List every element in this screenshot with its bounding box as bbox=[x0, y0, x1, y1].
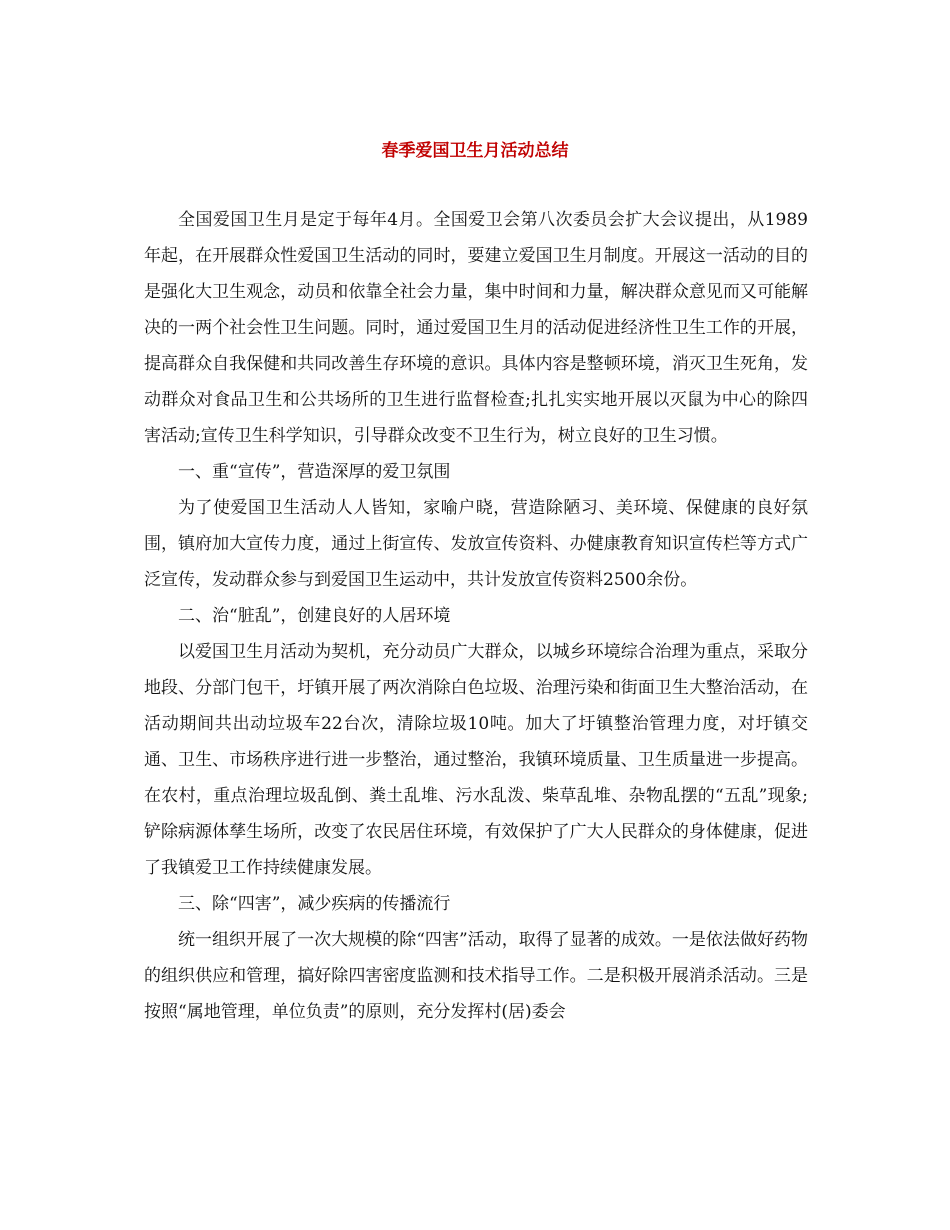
section-heading-3: 三、除“四害”，减少疾病的传播流行 bbox=[178, 894, 451, 914]
section-heading-1: 一、重“宣传”，营造深厚的爱卫氛围 bbox=[178, 462, 451, 482]
intro-paragraph: 全国爱国卫生月是定于每年4月。全国爱卫会第八次委员会扩大会议提出，从1989年起，在开展群众性爱国卫生活动的同时，要建立爱国卫生月制度。开展这一活动的目的是强化大卫生观念，动员和依靠全社会力量，集中时间和力量，解决群众意见而又可能解决的一两个社会性卫生问题。同时，通过爱国卫生月的活动促进经济性卫生工作的开展，提高群众自我保健和共同改善生存环境的意识。具体内容是整顿环境，消灭卫生死角，发动群众对食品卫生和公共场所的卫生进行监督检查;扎扎实实地开展以灭鼠为中心的除四害活动;宣传卫生科学知识，引导群众改变不卫生行为，树立良好的卫生习惯。 bbox=[144, 210, 808, 446]
section-paragraph-1: 为了使爱国卫生活动人人皆知，家喻户晓，营造除陋习、美环境、保健康的良好氛围，镇府加大宣传力度，通过上街宣传、发放宣传资料、办健康教育知识宣传栏等方式广泛宣传，发动群众参与到爱国卫生运动中，共计发放宣传资料2500余份。 bbox=[144, 498, 808, 590]
section-paragraph-3: 统一组织开展了一次大规模的除“四害”活动，取得了显著的成效。一是依法做好药物的组织供应和管理，搞好除四害密度监测和技术指导工作。二是积极开展消杀活动。三是按照“属地管理，单位负责”的原则，充分发挥村(居)委会 bbox=[144, 930, 808, 1022]
section-paragraph-2: 以爱国卫生月活动为契机，充分动员广大群众，以城乡环境综合治理为重点，采取分地段、分部门包干，圩镇开展了两次消除白色垃圾、治理污染和街面卫生大整治活动，在活动期间共出动垃圾车22台次，清除垃圾10吨。加大了圩镇整治管理力度，对圩镇交通、卫生、市场秩序进行进一步整治，通过整治，我镇环境质量、卫生质量进一步提高。在农村，重点治理垃圾乱倒、粪土乱堆、污水乱泼、柴草乱堆、杂物乱摆的“五乱”现象;铲除病源体孳生场所，改变了农民居住环境，有效保护了广大人民群众的身体健康，促进了我镇爱卫工作持续健康发展。 bbox=[144, 642, 808, 878]
document-body bbox=[144, 202, 808, 1030]
document-title: 春季爱国卫生月活动总结 bbox=[381, 141, 569, 161]
section-heading-2: 二、治“脏乱”，创建良好的人居环境 bbox=[178, 606, 451, 626]
